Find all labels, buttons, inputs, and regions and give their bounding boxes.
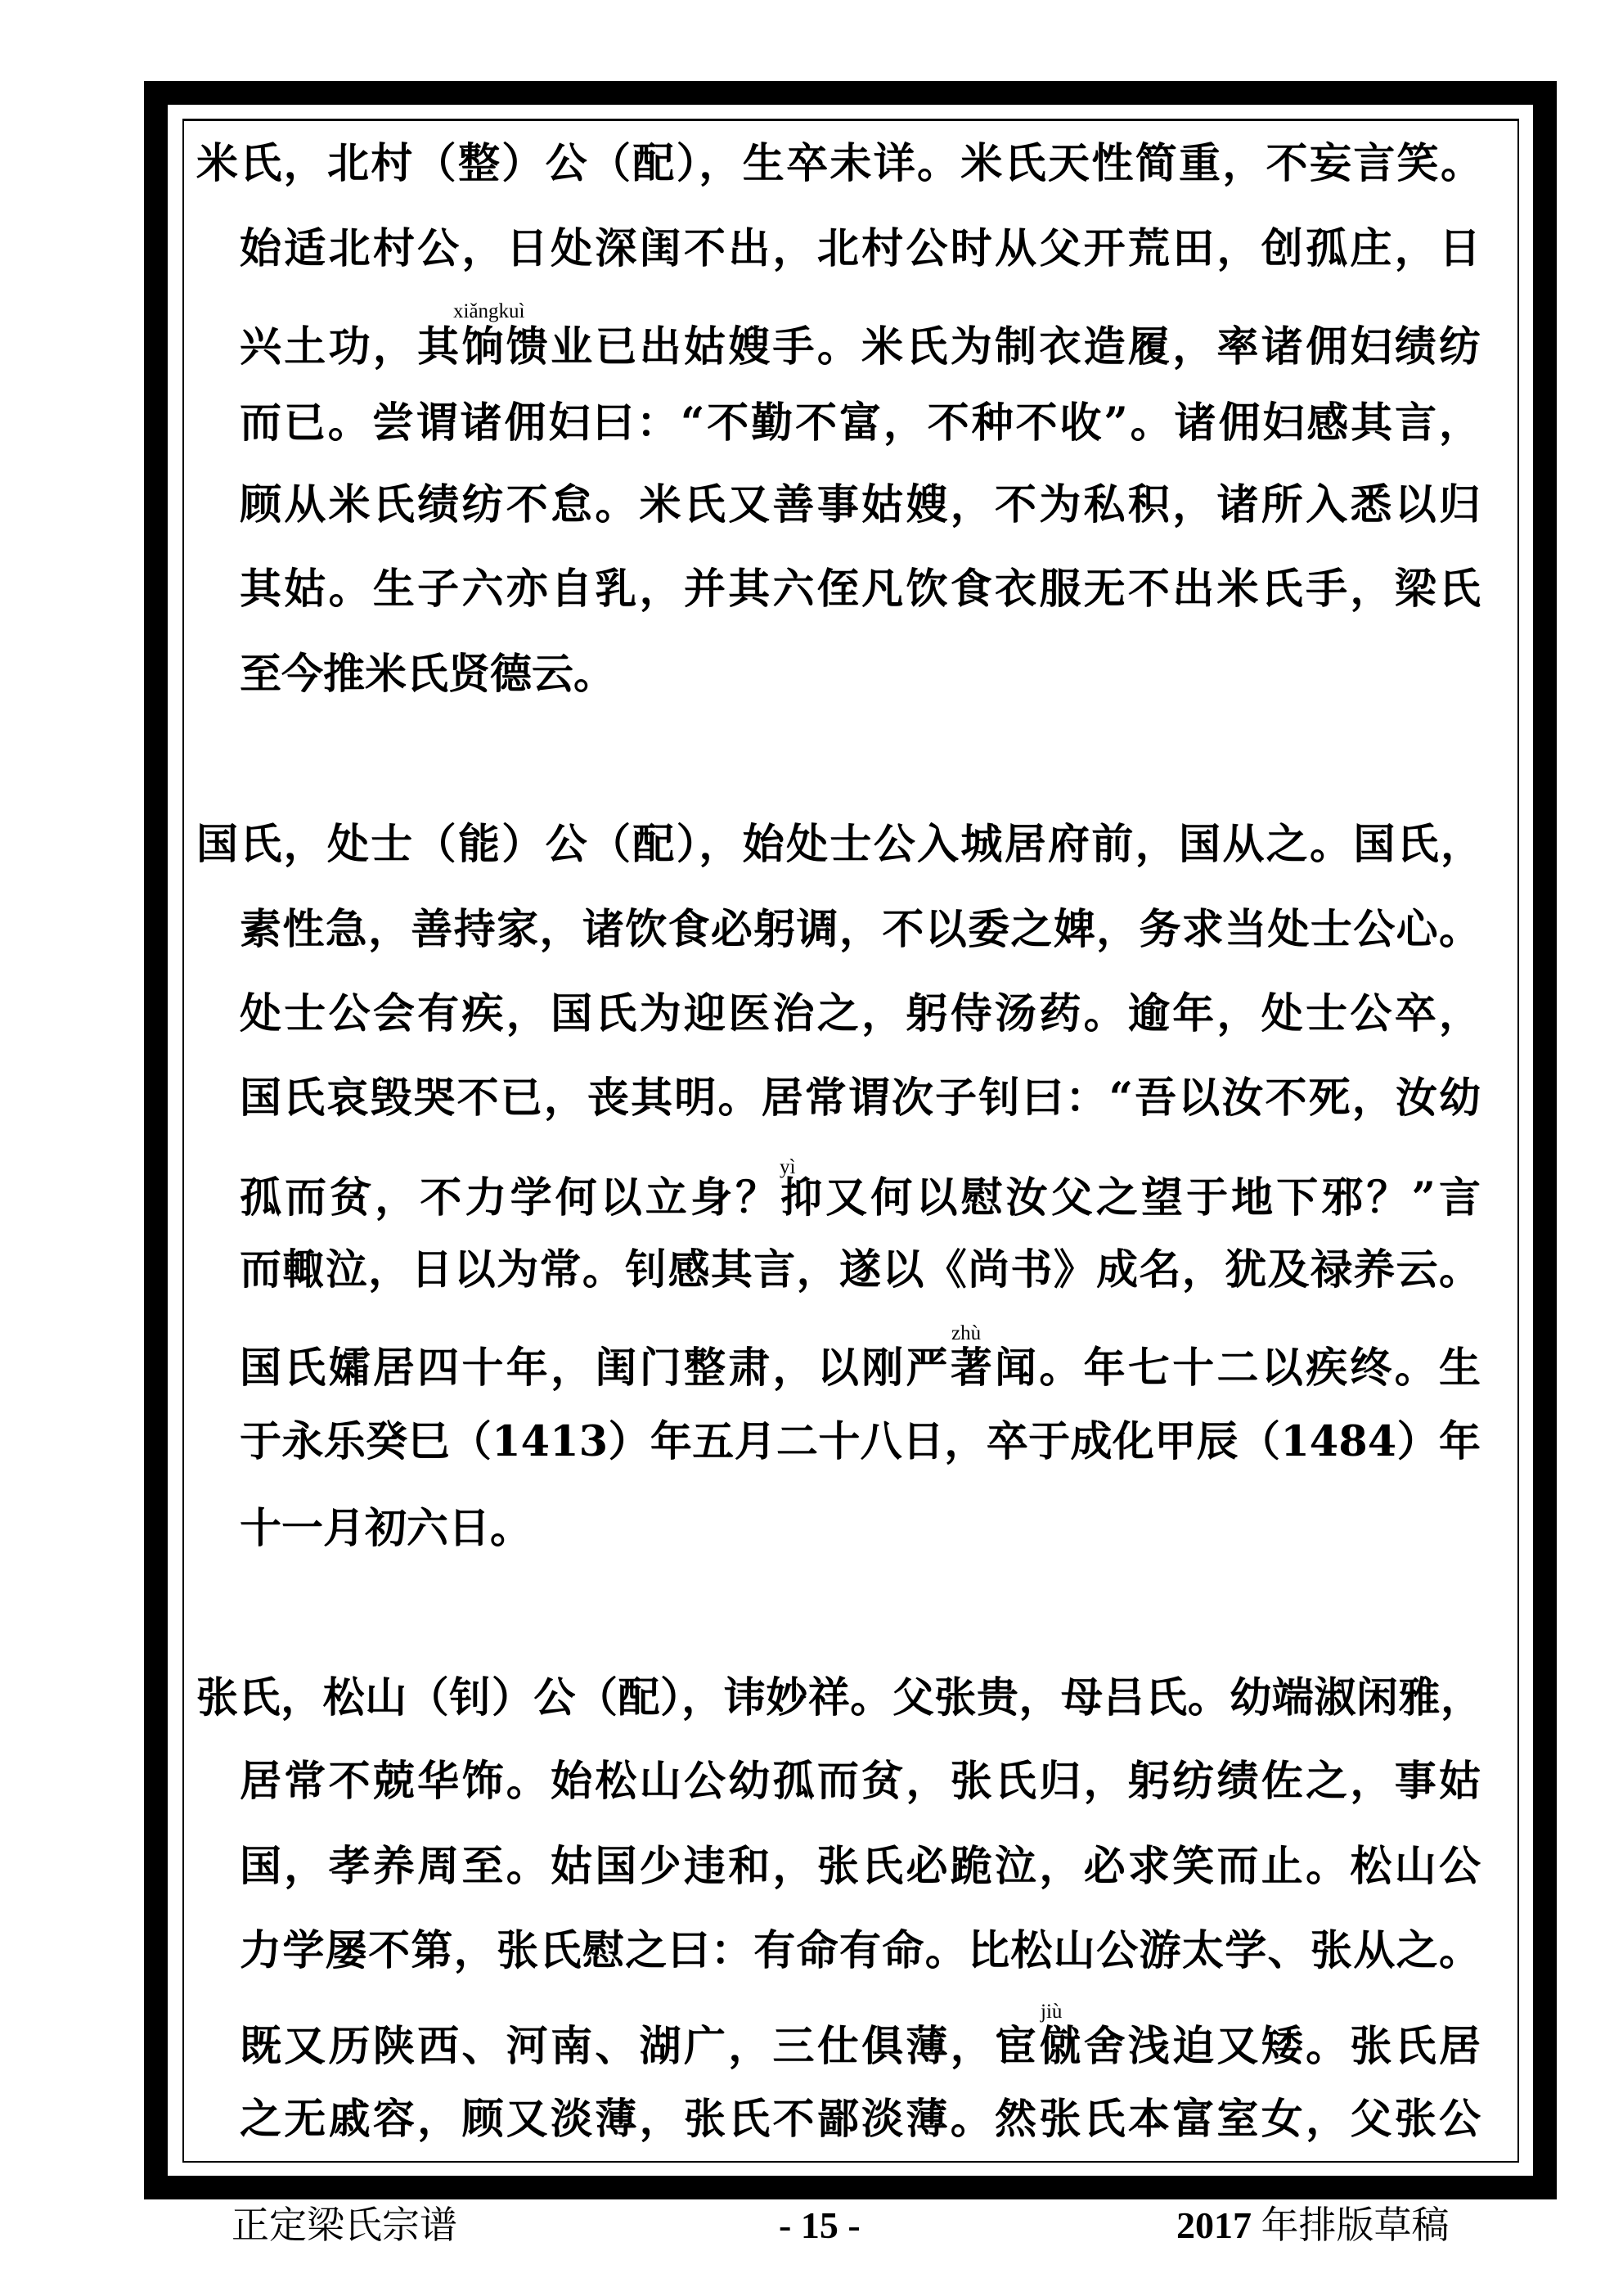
text-line: 国氏孀居四十年，闺门整肃，以刚严著闻。年七十二以疾终。生 [240, 1344, 1481, 1393]
footer-draft-note [1176, 2204, 1450, 2247]
text-line: 于永乐癸巳（1413）年五月二十八日，卒于成化甲辰（1484）年 [240, 1417, 1481, 1466]
text-line: 既又历陕西、河南、湖广，三仕俱薄，宦僦舍浅迫又矮。张氏居 [240, 2022, 1481, 2071]
text-line: 十一月初六日。 [240, 1504, 533, 1553]
text-line: 居常不兢华饰。始松山公幼孤而贫，张氏归，躬纺绩佐之，事姑 [240, 1757, 1481, 1806]
text-line: 国，孝养周至。姑国少违和，张氏必跪泣，必求笑而止。松山公 [240, 1842, 1481, 1891]
text-line: 顾从米氏绩纺不怠。米氏又善事姑嫂，不为私积，诸所入悉以归 [240, 480, 1481, 529]
text-line: 国氏，处士（能）公（配），始处士公入城居府前，国从之。国氏， [196, 820, 1482, 869]
text-line: 孤而贫，不力学何以立身？抑又何以慰汝父之望于地下邪？”言 [240, 1173, 1481, 1222]
text-line: 国氏哀毁哭不已，丧其明。居常谓次子钊曰：“吾以汝不死，汝幼 [240, 1074, 1481, 1123]
pinyin-annotation: yì [780, 1156, 796, 1178]
footer-title: 正定梁氏宗谱 [232, 2204, 457, 2246]
pinyin-annotation: zhù [951, 1322, 982, 1344]
pinyin-annotation: xiǎngkuì [453, 300, 525, 322]
text-line: 而已。尝谓诸佣妇曰：“不勤不富，不种不收”。诸佣妇感其言， [240, 398, 1481, 448]
text-line: 而輙泣，日以为常。钊感其言，遂以《尚书》成名，犹及禄养云。 [240, 1245, 1481, 1294]
text-line: 米氏，北村（整）公（配），生卒未详。米氏天性简重，不妄言笑。 [196, 139, 1482, 188]
text-line: 其姑。生子六亦自乳，并其六侄凡饮食衣服无不出米氏手，梁氏 [240, 565, 1481, 614]
draft-year: 2017 [1176, 2204, 1252, 2246]
text-line: 张氏，松山（钊）公（配），讳妙祥。父张贵，母吕氏。幼端淑闲雅， [196, 1673, 1482, 1722]
page-number: - 15 - [779, 2204, 861, 2246]
text-line: 之无戚容，顾又淡薄，张氏不鄙淡薄。然张氏本富室女，父张公 [240, 2095, 1481, 2144]
draft-label: 年排版草稿 [1252, 2204, 1450, 2246]
pinyin-annotation: jiù [1041, 2001, 1063, 2023]
text-line: 始适北村公，日处深闺不出，北村公时从父开荒田，创孤庄，日 [240, 224, 1481, 273]
text-line: 素性急，善持家，诸饮食必躬调，不以委之婢，务求当处士公心。 [240, 905, 1481, 954]
text-line: 处士公会有疾，国氏为迎医治之，躬侍汤药。逾年，处士公卒， [240, 989, 1481, 1038]
text-line: 力学屡不第，张氏慰之曰：有命有命。比松山公游太学、张从之。 [240, 1926, 1481, 1975]
text-line: 至今推米氏贤德云。 [240, 650, 616, 699]
text-line: 兴土功，其饷馈业已出姑嫂手。米氏为制衣造履，率诸佣妇绩纺 [240, 322, 1481, 371]
